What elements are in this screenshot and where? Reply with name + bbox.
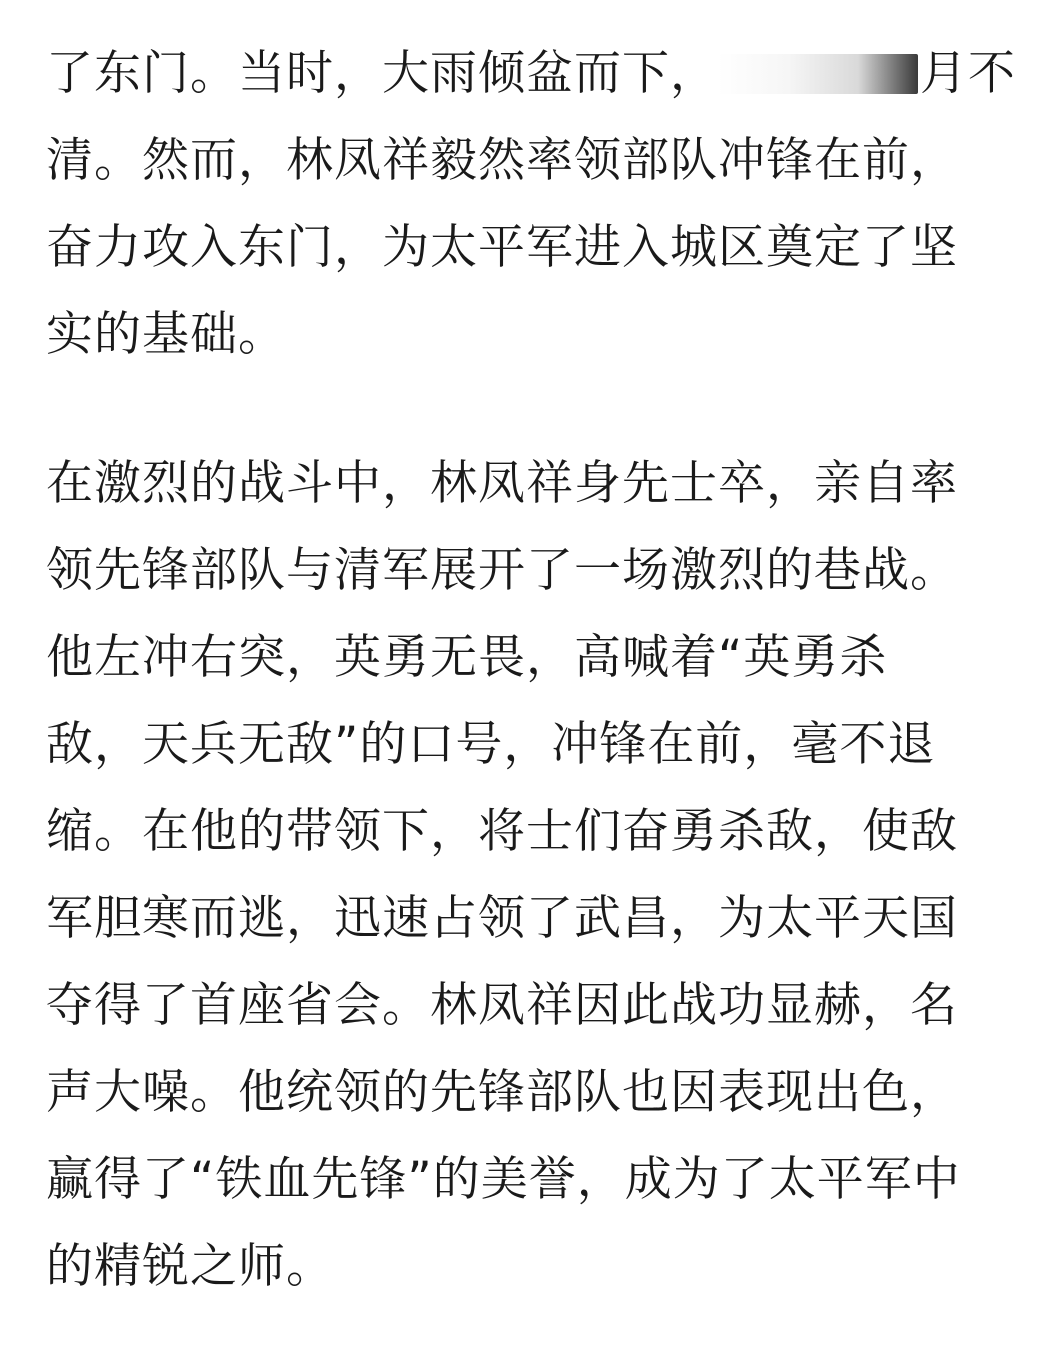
text-line: 声大噪。他统领的先锋部队也因表现出色， (46, 1065, 958, 1120)
text-line: 夺得了首座省会。林凤祥因此战功显赫，名 (46, 978, 958, 1033)
text-line: 领先锋部队与清军展开了一场激烈的巷战。 (46, 543, 958, 598)
text-line (46, 30, 1016, 117)
text-line: 他左冲右突，英勇无畏，高喊着“英勇杀 (46, 630, 888, 685)
redaction-mark (718, 54, 918, 94)
text-line: 清。然而，林凤祥毅然率领部队冲锋在前， (46, 133, 958, 188)
text-line: 实的基础。 (46, 307, 286, 362)
text-line: 在激烈的战斗中，林凤祥身先士卒，亲自率 (46, 456, 958, 511)
text-line: 奋力攻入东门，为太平军进入城区奠定了坚 (46, 220, 958, 275)
text-line: 缩。在他的带领下，将士们奋勇杀敌，使敌 (46, 804, 958, 859)
text-line: 的精锐之师。 (46, 1239, 334, 1294)
text-line: 敌，天兵无敌”的口号，冲锋在前，毫不退 (46, 717, 936, 772)
text-segment: 了东门。当时，大雨倾盆而下， (46, 46, 718, 101)
text-line: 军胆寒而逃，迅速占领了武昌，为太平天国 (46, 891, 958, 946)
text-segment: 月不 (920, 46, 1016, 101)
text-line: 赢得了“铁血先锋”的美誉，成为了太平军中 (46, 1152, 961, 1207)
